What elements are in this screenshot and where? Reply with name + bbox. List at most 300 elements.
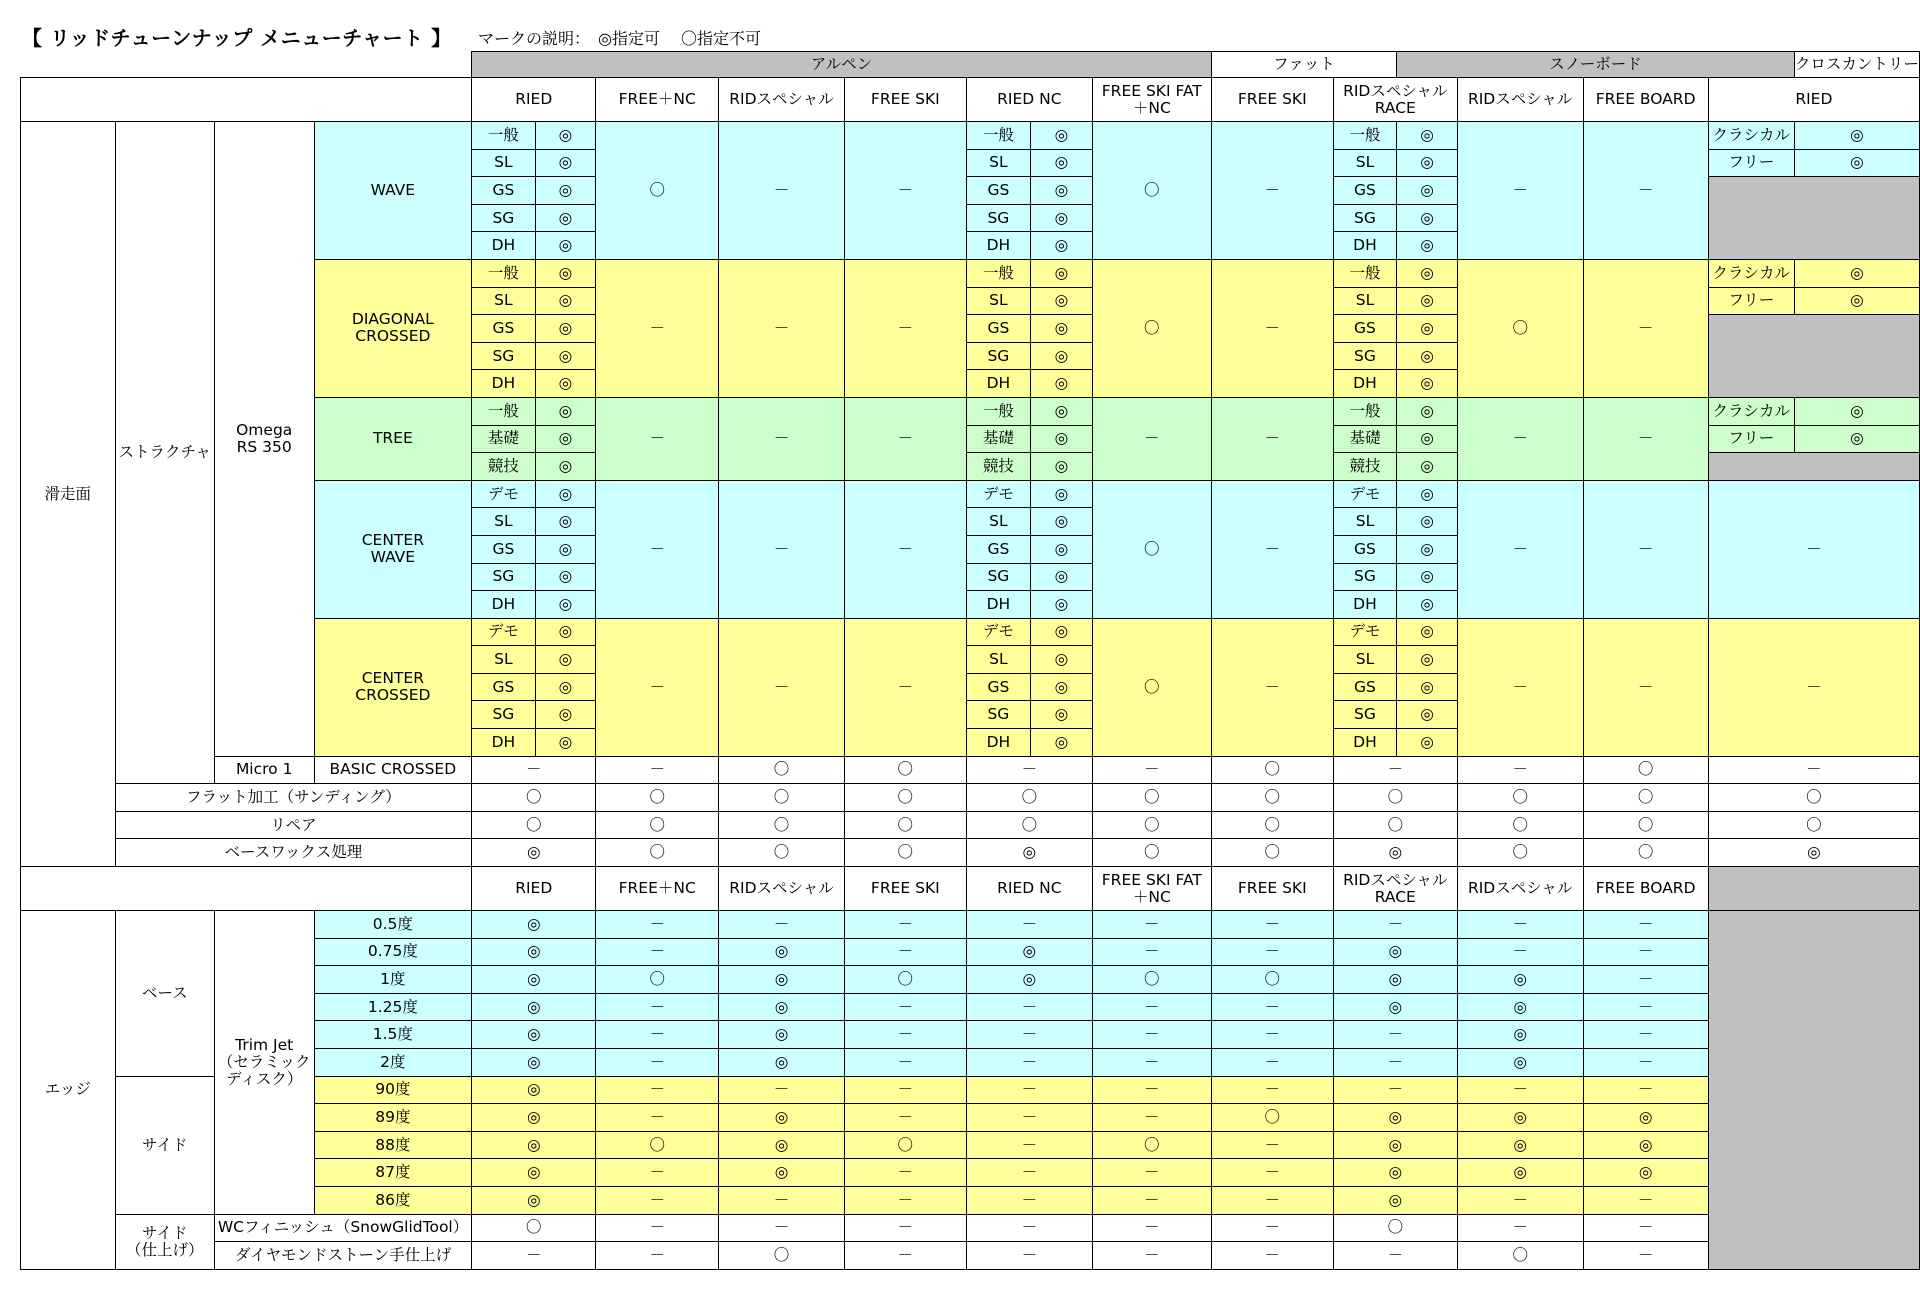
value-cell: 〇	[1457, 839, 1583, 867]
mark: ◎	[1397, 177, 1458, 205]
value-cell: －	[966, 1242, 1092, 1270]
mark: ◎	[535, 535, 596, 563]
column-header: RIED	[1708, 78, 1919, 122]
mark: ◎	[535, 397, 596, 425]
sub-label: GS	[472, 673, 535, 701]
sub-label: 基礎	[472, 425, 535, 453]
value-cell: 〇	[966, 784, 1092, 812]
value-cell: －	[596, 397, 719, 480]
angle-label: 2度	[314, 1049, 472, 1077]
sub-label: DH	[472, 232, 535, 260]
sub-label: 一般	[472, 397, 535, 425]
value-cell: ◎	[1333, 1159, 1457, 1187]
mark: ◎	[1030, 729, 1092, 757]
mark: ◎	[1397, 397, 1458, 425]
value-cell: 〇	[1583, 756, 1708, 784]
mark: ◎	[1397, 122, 1458, 150]
angle-label: 89度	[314, 1104, 472, 1132]
mark: ◎	[1397, 204, 1458, 232]
trimjet-label: Trim Jet （セラミック ディスク）	[214, 911, 314, 1215]
sub-label: SL	[472, 508, 535, 536]
value-cell: ◎	[472, 1186, 596, 1214]
sub-label: 一般	[966, 122, 1030, 150]
section-edge: エッジ	[21, 911, 116, 1270]
mark: ◎	[1397, 149, 1458, 177]
value-cell: ◎	[472, 993, 596, 1021]
sub-label: SL	[966, 149, 1030, 177]
mark: ◎	[1030, 287, 1092, 315]
value-cell: ◎	[966, 938, 1092, 966]
column-header: FREE SKI FAT ＋NC	[1092, 78, 1211, 122]
mark: ◎	[535, 232, 596, 260]
value-cell: 〇	[1092, 811, 1211, 839]
value-cell: 〇	[1708, 811, 1919, 839]
value-cell: ◎	[719, 1159, 845, 1187]
value-cell: 〇	[1333, 784, 1457, 812]
value-cell: －	[1211, 1186, 1333, 1214]
column-header: FREE SKI FAT ＋NC	[1092, 867, 1211, 911]
sub-label: SG	[1333, 204, 1396, 232]
mark: ◎	[535, 259, 596, 287]
value-cell: －	[844, 122, 966, 260]
column-header: RIDスペシャル	[719, 78, 845, 122]
sub-label: 一般	[966, 259, 1030, 287]
page-title: 【 リッドチューンナップ メニューチャート 】	[22, 26, 452, 50]
angle-label: 0.75度	[314, 938, 472, 966]
omega-label: Omega RS 350	[214, 122, 314, 757]
value-cell: ◎	[719, 1131, 845, 1159]
value-cell: －	[1457, 122, 1583, 260]
value-cell: ◎	[1457, 1131, 1583, 1159]
sub-label: DH	[1333, 370, 1396, 398]
column-header: RIED NC	[966, 867, 1092, 911]
sub-label: SL	[1333, 646, 1396, 674]
value-cell: ◎	[472, 1049, 596, 1077]
value-cell: 〇	[844, 756, 966, 784]
xc-label: クラシカル	[1708, 397, 1794, 425]
mark-legend: マークの説明： ◎指定可 〇指定不可	[478, 29, 762, 48]
value-cell: －	[1092, 938, 1211, 966]
value-cell: ◎	[1457, 993, 1583, 1021]
value-cell: －	[596, 911, 719, 939]
value-cell: 〇	[719, 1242, 845, 1270]
value-cell: －	[844, 938, 966, 966]
side-finish-label: サイド （仕上げ）	[115, 1214, 214, 1269]
value-cell: －	[966, 911, 1092, 939]
value-cell: －	[472, 756, 596, 784]
value-cell: ◎	[1333, 839, 1457, 867]
column-header: FREE SKI	[1211, 867, 1333, 911]
value-cell: －	[966, 1076, 1092, 1104]
sub-label: デモ	[1333, 480, 1396, 508]
value-cell: －	[966, 1186, 1092, 1214]
value-cell: ◎	[472, 1076, 596, 1104]
value-cell: －	[1583, 966, 1708, 994]
micro-label: Micro 1	[214, 756, 314, 784]
value-cell: －	[844, 1076, 966, 1104]
value-cell: ◎	[472, 938, 596, 966]
mark: ◎	[535, 673, 596, 701]
value-cell: 〇	[1457, 784, 1583, 812]
sub-label: SG	[1333, 563, 1396, 591]
value-cell: 〇	[1708, 784, 1919, 812]
sub-label: SG	[966, 342, 1030, 370]
value-cell: 〇	[596, 1131, 719, 1159]
gray-fill	[1708, 177, 1919, 260]
wc-label: WCフィニッシュ（SnowGlidTool）	[214, 1214, 471, 1242]
value-cell: －	[1583, 1242, 1708, 1270]
value-cell: ◎	[1583, 1104, 1708, 1132]
value-cell: －	[1457, 938, 1583, 966]
angle-label: 87度	[314, 1159, 472, 1187]
mark: ◎	[1397, 729, 1458, 757]
value-cell: －	[844, 618, 966, 756]
value-cell: －	[1708, 756, 1919, 784]
mark: ◎	[1397, 480, 1458, 508]
value-cell: －	[596, 259, 719, 397]
value-cell: ◎	[1583, 1159, 1708, 1187]
group-alpine: アルペン	[472, 52, 1212, 78]
edge-base-label: ベース	[115, 911, 214, 1077]
sub-label: SG	[966, 563, 1030, 591]
value-cell: ◎	[719, 1021, 845, 1049]
value-cell: 〇	[472, 784, 596, 812]
value-cell: －	[719, 1076, 845, 1104]
value-cell: －	[966, 1049, 1092, 1077]
mark: ◎	[1030, 425, 1092, 453]
mark: ◎	[535, 646, 596, 674]
gray-fill	[1708, 911, 1919, 1270]
xc-label: フリー	[1708, 425, 1794, 453]
mark: ◎	[1397, 370, 1458, 398]
value-cell: ◎	[472, 966, 596, 994]
xc-mark: ◎	[1794, 122, 1919, 150]
gray-fill	[1708, 453, 1919, 481]
value-cell: －	[966, 993, 1092, 1021]
value-cell: －	[1333, 1076, 1457, 1104]
mark: ◎	[535, 204, 596, 232]
gray-fill	[1708, 315, 1919, 398]
xc-label: フリー	[1708, 149, 1794, 177]
sub-label: SL	[472, 287, 535, 315]
column-header: RIED	[472, 78, 596, 122]
value-cell: ◎	[1333, 1186, 1457, 1214]
column-header: FREE SKI	[844, 867, 966, 911]
mark: ◎	[1030, 673, 1092, 701]
mark: ◎	[1030, 591, 1092, 619]
mark: ◎	[535, 508, 596, 536]
sub-label: 競技	[472, 453, 535, 481]
value-cell: －	[1333, 1049, 1457, 1077]
value-cell: －	[1457, 397, 1583, 480]
mark: ◎	[1397, 453, 1458, 481]
structure-label: ストラクチャ	[115, 122, 214, 784]
xc-label: フリー	[1708, 287, 1794, 315]
value-cell: －	[1583, 993, 1708, 1021]
xc-mark: ◎	[1794, 287, 1919, 315]
value-cell: －	[1211, 938, 1333, 966]
value-cell: －	[1211, 1049, 1333, 1077]
sub-label: GS	[966, 535, 1030, 563]
mark: ◎	[535, 122, 596, 150]
sub-label: SG	[1333, 701, 1396, 729]
value-cell: 〇	[1211, 839, 1333, 867]
diamond-label: ダイヤモンドストーン手仕上げ	[214, 1242, 471, 1270]
value-cell: －	[1211, 122, 1333, 260]
value-cell: －	[844, 480, 966, 618]
value-cell: －	[844, 1186, 966, 1214]
value-cell: ◎	[472, 1159, 596, 1187]
value-cell: －	[719, 1186, 845, 1214]
mark: ◎	[1030, 701, 1092, 729]
sub-label: GS	[1333, 315, 1396, 343]
angle-label: 1.25度	[314, 993, 472, 1021]
value-cell: －	[596, 1242, 719, 1270]
column-header: FREE＋NC	[596, 867, 719, 911]
value-cell: －	[1092, 756, 1211, 784]
value-cell: 〇	[1211, 784, 1333, 812]
mark: ◎	[1030, 646, 1092, 674]
row-label: フラット加工（サンディング）	[115, 784, 472, 812]
sub-label: GS	[472, 177, 535, 205]
mark: ◎	[1030, 259, 1092, 287]
value-cell: －	[1457, 480, 1583, 618]
value-cell: －	[844, 1049, 966, 1077]
structure-name: DIAGONAL CROSSED	[314, 259, 472, 397]
value-cell: ◎	[472, 911, 596, 939]
value-cell: －	[1092, 397, 1211, 480]
sub-label: 基礎	[966, 425, 1030, 453]
value-cell: －	[719, 911, 845, 939]
mark: ◎	[1030, 342, 1092, 370]
value-cell: 〇	[1583, 784, 1708, 812]
value-cell: 〇	[1092, 784, 1211, 812]
value-cell: －	[1583, 397, 1708, 480]
value-cell: 〇	[1583, 811, 1708, 839]
value-cell: －	[1583, 1214, 1708, 1242]
sub-label: 競技	[1333, 453, 1396, 481]
value-cell: ◎	[1333, 1104, 1457, 1132]
value-cell: －	[1211, 1131, 1333, 1159]
column-header: RIED NC	[966, 78, 1092, 122]
value-cell: －	[596, 938, 719, 966]
sub-label: 一般	[472, 259, 535, 287]
value-cell: －	[1333, 1021, 1457, 1049]
sub-label: DH	[472, 729, 535, 757]
edge-side-label: サイド	[115, 1076, 214, 1214]
value-cell: －	[596, 1186, 719, 1214]
value-cell: －	[1092, 1049, 1211, 1077]
value-cell: 〇	[1333, 1214, 1457, 1242]
value-cell: 〇	[1211, 756, 1333, 784]
mark: ◎	[1397, 591, 1458, 619]
angle-label: 90度	[314, 1076, 472, 1104]
sub-label: DH	[472, 591, 535, 619]
mark: ◎	[1030, 370, 1092, 398]
sub-label: DH	[966, 591, 1030, 619]
value-cell: －	[1211, 1214, 1333, 1242]
value-cell: －	[844, 1104, 966, 1132]
value-cell: ◎	[719, 966, 845, 994]
sub-label: デモ	[966, 618, 1030, 646]
value-cell: －	[1457, 756, 1583, 784]
value-cell: 〇	[844, 784, 966, 812]
mark: ◎	[535, 287, 596, 315]
group-snowboard: スノーボード	[1397, 52, 1795, 78]
mark: ◎	[535, 480, 596, 508]
value-cell: －	[719, 397, 845, 480]
sub-label: 一般	[1333, 259, 1396, 287]
value-cell: ◎	[1457, 1104, 1583, 1132]
sub-label: GS	[1333, 177, 1396, 205]
value-cell: 〇	[596, 839, 719, 867]
value-cell: －	[966, 756, 1092, 784]
sub-label: DH	[966, 370, 1030, 398]
value-cell: 〇	[596, 784, 719, 812]
mark: ◎	[535, 453, 596, 481]
angle-label: 0.5度	[314, 911, 472, 939]
value-cell: －	[719, 122, 845, 260]
group-fat: ファット	[1211, 52, 1396, 78]
value-cell: －	[596, 1159, 719, 1187]
mark: ◎	[535, 729, 596, 757]
sub-label: 基礎	[1333, 425, 1396, 453]
value-cell: 〇	[1211, 811, 1333, 839]
value-cell: 〇	[472, 811, 596, 839]
sub-label: DH	[966, 729, 1030, 757]
sub-label: デモ	[966, 480, 1030, 508]
mark: ◎	[1030, 397, 1092, 425]
value-cell: ◎	[1457, 966, 1583, 994]
value-cell: 〇	[1092, 1131, 1211, 1159]
group-crosscountry: クロスカントリー	[1794, 52, 1919, 78]
sub-label: SG	[1333, 342, 1396, 370]
value-cell: －	[1211, 618, 1333, 756]
value-cell: －	[1092, 1186, 1211, 1214]
value-cell: －	[1457, 1214, 1583, 1242]
value-cell: －	[596, 1104, 719, 1132]
value-cell: 〇	[1211, 1104, 1333, 1132]
sub-label: GS	[1333, 673, 1396, 701]
xc-mark: ◎	[1794, 425, 1919, 453]
mark: ◎	[535, 342, 596, 370]
value-cell: －	[1583, 911, 1708, 939]
column-header: RIDスペシャル RACE	[1333, 78, 1457, 122]
value-cell: －	[596, 1076, 719, 1104]
value-cell: 〇	[1583, 839, 1708, 867]
structure-name: CENTER WAVE	[314, 480, 472, 618]
value-cell: －	[1457, 1186, 1583, 1214]
sub-label: SL	[1333, 149, 1396, 177]
sub-label: GS	[472, 535, 535, 563]
sub-label: SG	[472, 563, 535, 591]
value-cell: －	[1583, 259, 1708, 397]
mark: ◎	[535, 701, 596, 729]
value-cell: －	[596, 1049, 719, 1077]
value-cell: ◎	[719, 1104, 845, 1132]
value-cell: ◎	[472, 1021, 596, 1049]
sub-label: DH	[966, 232, 1030, 260]
mark: ◎	[1397, 701, 1458, 729]
value-cell: －	[1333, 1242, 1457, 1270]
value-cell: －	[844, 1214, 966, 1242]
sub-label: DH	[1333, 729, 1396, 757]
sub-label: SG	[472, 701, 535, 729]
sub-label: DH	[472, 370, 535, 398]
angle-label: 88度	[314, 1131, 472, 1159]
value-cell: －	[1211, 1242, 1333, 1270]
value-cell: 〇	[719, 839, 845, 867]
mark: ◎	[1030, 618, 1092, 646]
column-header: RIDスペシャル	[1457, 78, 1583, 122]
mark: ◎	[1397, 315, 1458, 343]
column-header: RIED	[472, 867, 596, 911]
mark: ◎	[535, 563, 596, 591]
sub-label: デモ	[1333, 618, 1396, 646]
sub-label: GS	[966, 315, 1030, 343]
value-cell: ◎	[1457, 1021, 1583, 1049]
mark: ◎	[1030, 204, 1092, 232]
column-header: RIDスペシャル	[1457, 867, 1583, 911]
value-cell: ◎	[1457, 1049, 1583, 1077]
sub-label: SG	[966, 701, 1030, 729]
value-cell: ◎	[472, 1104, 596, 1132]
structure-name: TREE	[314, 397, 472, 480]
value-cell: －	[1211, 259, 1333, 397]
value-cell: －	[1092, 1242, 1211, 1270]
mark: ◎	[1397, 646, 1458, 674]
sub-label: DH	[1333, 591, 1396, 619]
angle-label: 86度	[314, 1186, 472, 1214]
column-header: RIDスペシャル	[719, 867, 845, 911]
value-cell: －	[844, 259, 966, 397]
value-cell: 〇	[472, 1214, 596, 1242]
xc-label: クラシカル	[1708, 122, 1794, 150]
sub-label: 一般	[1333, 122, 1396, 150]
value-cell: －	[1333, 911, 1457, 939]
value-cell: ◎	[966, 839, 1092, 867]
sub-label: SL	[1333, 508, 1396, 536]
sub-label: デモ	[472, 480, 535, 508]
value-cell: －	[1092, 1214, 1211, 1242]
value-cell: ◎	[472, 1131, 596, 1159]
value-cell: 〇	[1333, 811, 1457, 839]
value-cell: －	[1583, 1049, 1708, 1077]
value-cell: ◎	[1333, 1131, 1457, 1159]
value-cell: －	[1092, 1159, 1211, 1187]
sub-label: SL	[1333, 287, 1396, 315]
value-cell: 〇	[1092, 480, 1211, 618]
value-cell: －	[844, 397, 966, 480]
value-cell: ◎	[1333, 938, 1457, 966]
mark: ◎	[1397, 535, 1458, 563]
section-base-surface: 滑走面	[21, 122, 116, 867]
value-cell: －	[596, 1214, 719, 1242]
value-cell: －	[1092, 1021, 1211, 1049]
mark: ◎	[535, 618, 596, 646]
value-cell: －	[966, 1104, 1092, 1132]
value-cell: ◎	[1457, 1159, 1583, 1187]
mark: ◎	[1030, 149, 1092, 177]
mark: ◎	[1030, 453, 1092, 481]
value-cell: －	[1092, 1104, 1211, 1132]
value-cell: ◎	[472, 839, 596, 867]
column-header: FREE＋NC	[596, 78, 719, 122]
value-cell: －	[1333, 756, 1457, 784]
value-cell: 〇	[844, 1131, 966, 1159]
value-cell: 〇	[719, 784, 845, 812]
mark: ◎	[1397, 563, 1458, 591]
